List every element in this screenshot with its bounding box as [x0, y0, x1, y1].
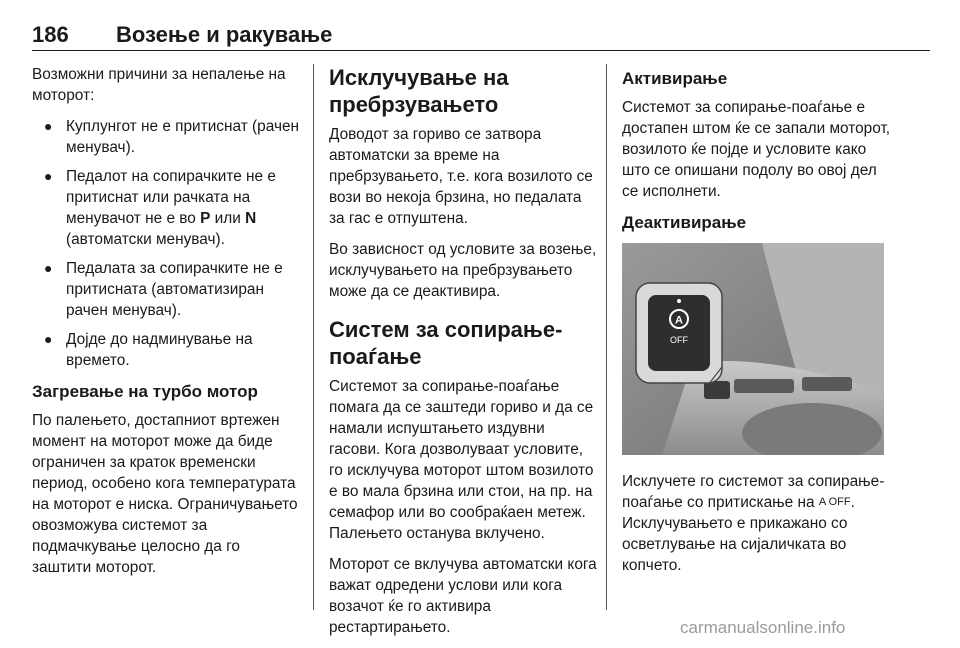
gear-n: N: [245, 210, 257, 227]
section-heading-stop-start: Систем за сопирање-поаѓање: [329, 317, 563, 369]
paragraph-deactivation: Исклучете го системот за сопирање-поаѓање со притискање на A OFF. Исклучувањето е прикажано со осветлување на сијаличката во копчето.: [622, 473, 885, 574]
column-3: [622, 64, 892, 586]
heading-activation: Активирање: [622, 69, 728, 88]
column-divider: [606, 64, 607, 610]
column-1: [32, 64, 300, 588]
paragraph: Моторот се вклучува автоматски кога важат одредени услови или кога возачот ќе го активира рестартирањето.: [329, 556, 597, 636]
column-2: [329, 64, 597, 648]
page-header: [32, 22, 930, 52]
photo-off-label: OFF: [670, 335, 688, 345]
bullet-icon: ●: [44, 168, 53, 184]
svg-text:A: A: [675, 314, 683, 327]
list-item: ● Педалот на сопирачките не е притиснат или рачката на менувачот не е во P или N (автоматски менувач).: [44, 168, 276, 248]
section-heading-overrun: Исклучување на пребрзувањето: [329, 65, 509, 117]
heading-deactivation: Деактивирање: [622, 213, 747, 232]
section-body-turbo: По палењето, достапниот вртежен момент на моторот може да биде ограничен за краток временски период, особено кога температурата на моторот е ниска. Ограничувањето овозможува системот за подмачкување целосно да го заштити моторот.: [32, 412, 298, 576]
list-item: ● Дојде до надминување на времето.: [44, 331, 253, 369]
paragraph: Системот за сопирање-поаѓање е достапен штом ќе се запали моторот, возилото ќе појде и условите како што се опишани подолу во овој дел се исполнети.: [622, 99, 891, 200]
gear-p: P: [200, 210, 211, 227]
page-number: 186: [32, 22, 69, 47]
causes-list: [32, 116, 300, 371]
paragraph: Доводот за гориво се затвора автоматски за време на пребрзувањето, т.е. кога возилото се вози во некоја брзина, но педалата за гас е отпуштена.: [329, 126, 593, 227]
paragraph: Во зависност од условите за возење, исклучувањето на пребрзувањето може да се деактивира.: [329, 241, 597, 300]
column-divider: [313, 64, 314, 610]
page-title: Возење и ракување: [116, 22, 333, 47]
bullet-icon: ●: [44, 260, 53, 276]
section-heading-turbo: Загревање на турбо мотор: [32, 382, 258, 401]
paragraph: Системот за сопирање-поаѓање помага да се заштеди гориво и да се намали испуштањето издувни гасови. Кога дозволуваат условите, го исклучува моторот штом возилото е во мала брзина или стои, на пр. на семафор или во сообраќаен метеж. Палењето останува вклучено.: [329, 378, 594, 542]
bullet-icon: ●: [44, 118, 53, 134]
list-item: ● Куплунгот не е притиснат (рачен менувач).: [44, 118, 300, 156]
watermark: carmanualsonline.info: [680, 618, 846, 637]
auto-stop-off-icon: A OFF: [818, 496, 851, 508]
header-rule: [32, 50, 930, 51]
bullet-icon: ●: [44, 331, 53, 347]
stop-start-button-photo: [622, 243, 884, 455]
intro-text: Возможни причини за непалење на моторот:: [32, 66, 286, 104]
list-item: ● Педалата за сопирачките не е притисната (автоматизиран рачен менувач).: [44, 260, 283, 319]
